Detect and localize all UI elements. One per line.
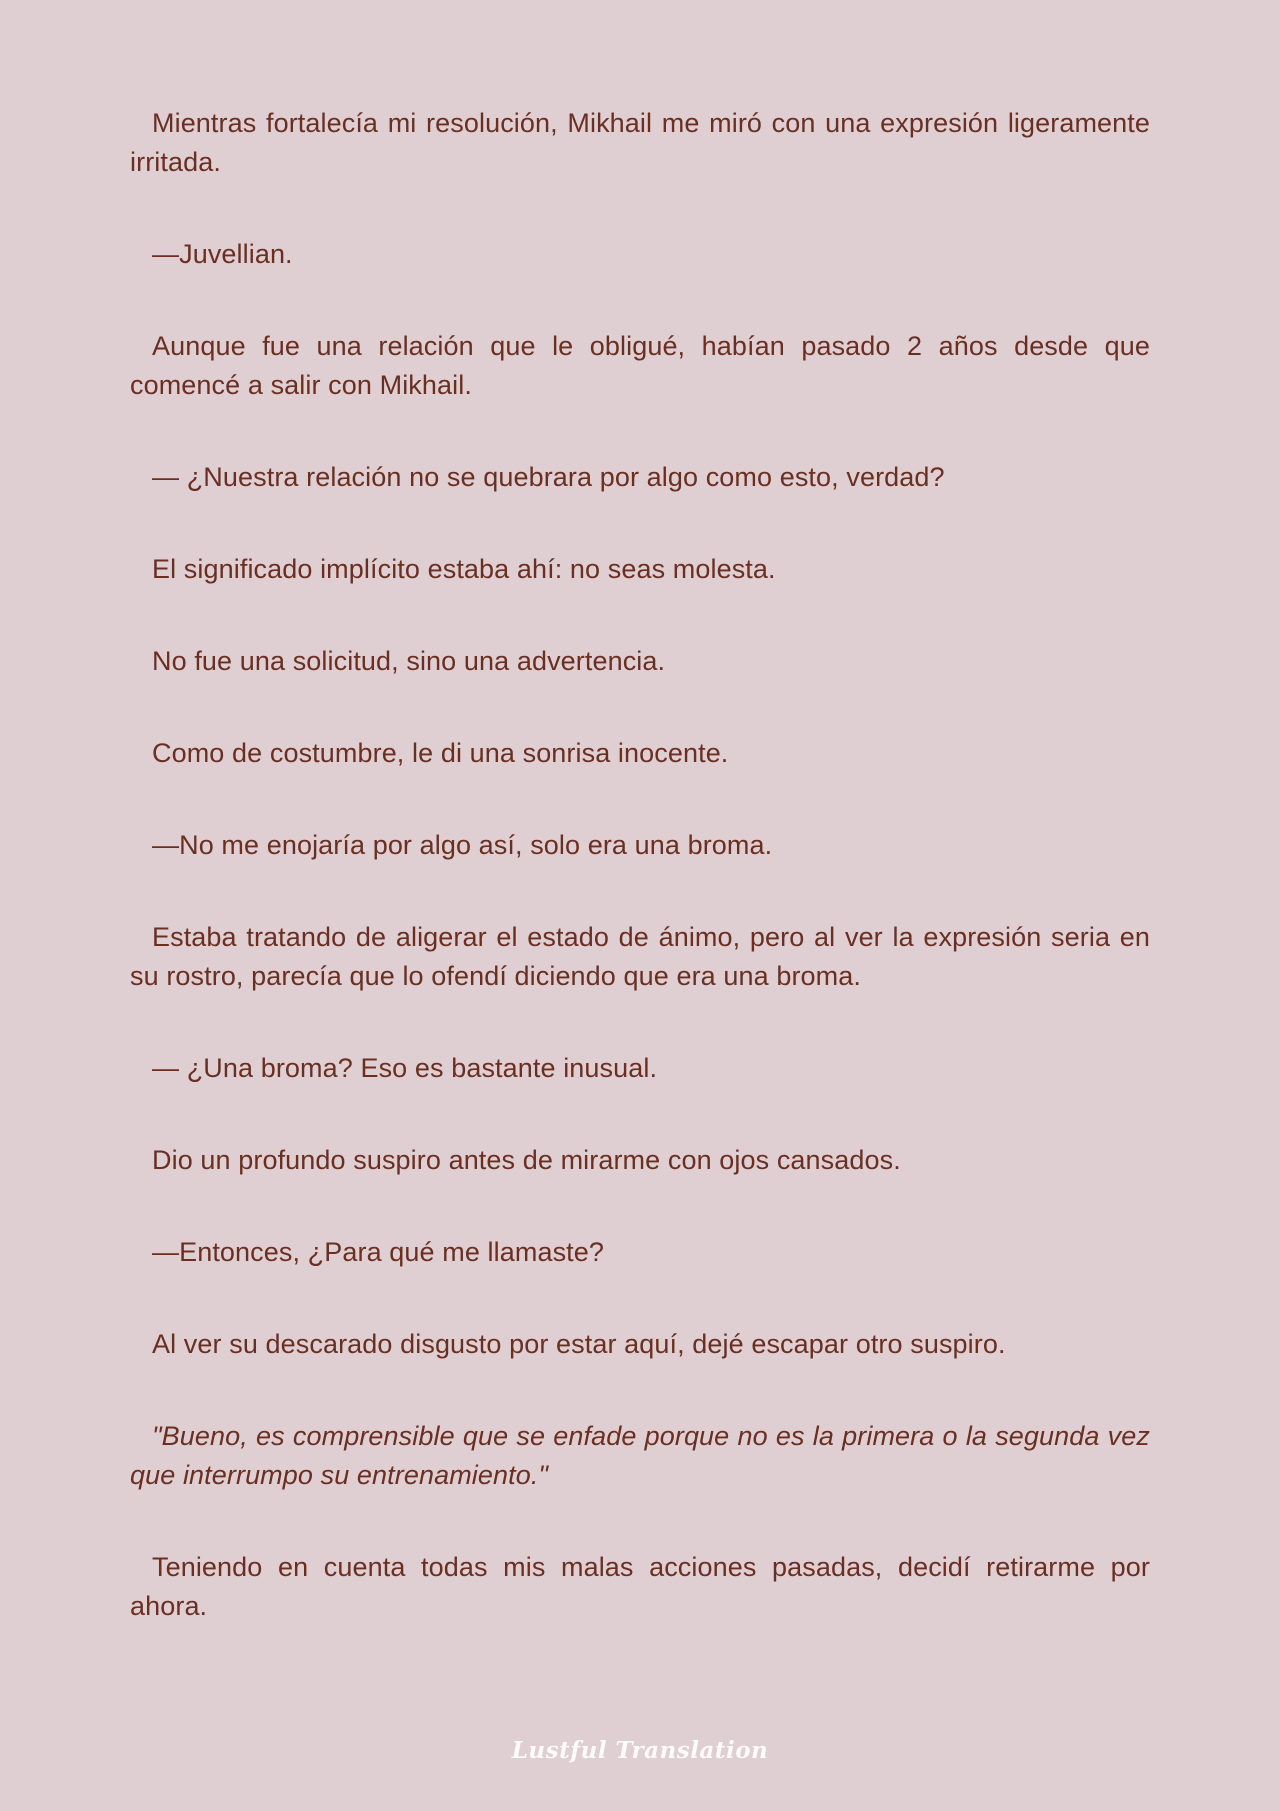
paragraph: — ¿Una broma? Eso es bastante inusual. (152, 1053, 658, 1083)
paragraph: Mientras fortalecía mi resolución, Mikhail me miró con una expresión ligeramente irritada. (130, 108, 1150, 177)
watermark: Lustful Translation (511, 1737, 769, 1764)
paragraph: Como de costumbre, le di una sonrisa inocente. (152, 738, 729, 768)
paragraph: — ¿Nuestra relación no se quebrara por algo como esto, verdad? (152, 462, 945, 492)
paragraph: Aunque fue una relación que le obligué, habían pasado 2 años desde que comencé a salir con Mikhail. (130, 331, 1150, 400)
paragraph: —Juvellian. (152, 239, 293, 269)
paragraph: Dio un profundo suspiro antes de mirarme con ojos cansados. (152, 1145, 901, 1175)
paragraph: —No me enojaría por algo así, solo era una broma. (152, 830, 773, 860)
paragraph: No fue una solicitud, sino una advertencia. (152, 646, 666, 676)
paragraph: —Entonces, ¿Para qué me llamaste? (152, 1237, 605, 1267)
paragraph-italic-thought: "Bueno, es comprensible que se enfade porque no es la primera o la segunda vez que interrumpo su entrenamiento." (130, 1421, 1150, 1490)
document-body (130, 104, 1150, 1679)
paragraph: El significado implícito estaba ahí: no seas molesta. (152, 554, 776, 584)
paragraph: Teniendo en cuenta todas mis malas acciones pasadas, decidí retirarme por ahora. (130, 1552, 1150, 1621)
paragraph: Al ver su descarado disgusto por estar aquí, dejé escapar otro suspiro. (152, 1329, 1006, 1359)
paragraph: Estaba tratando de aligerar el estado de ánimo, pero al ver la expresión seria en su rostro, parecía que lo ofendí diciendo que era una broma. (130, 922, 1150, 991)
